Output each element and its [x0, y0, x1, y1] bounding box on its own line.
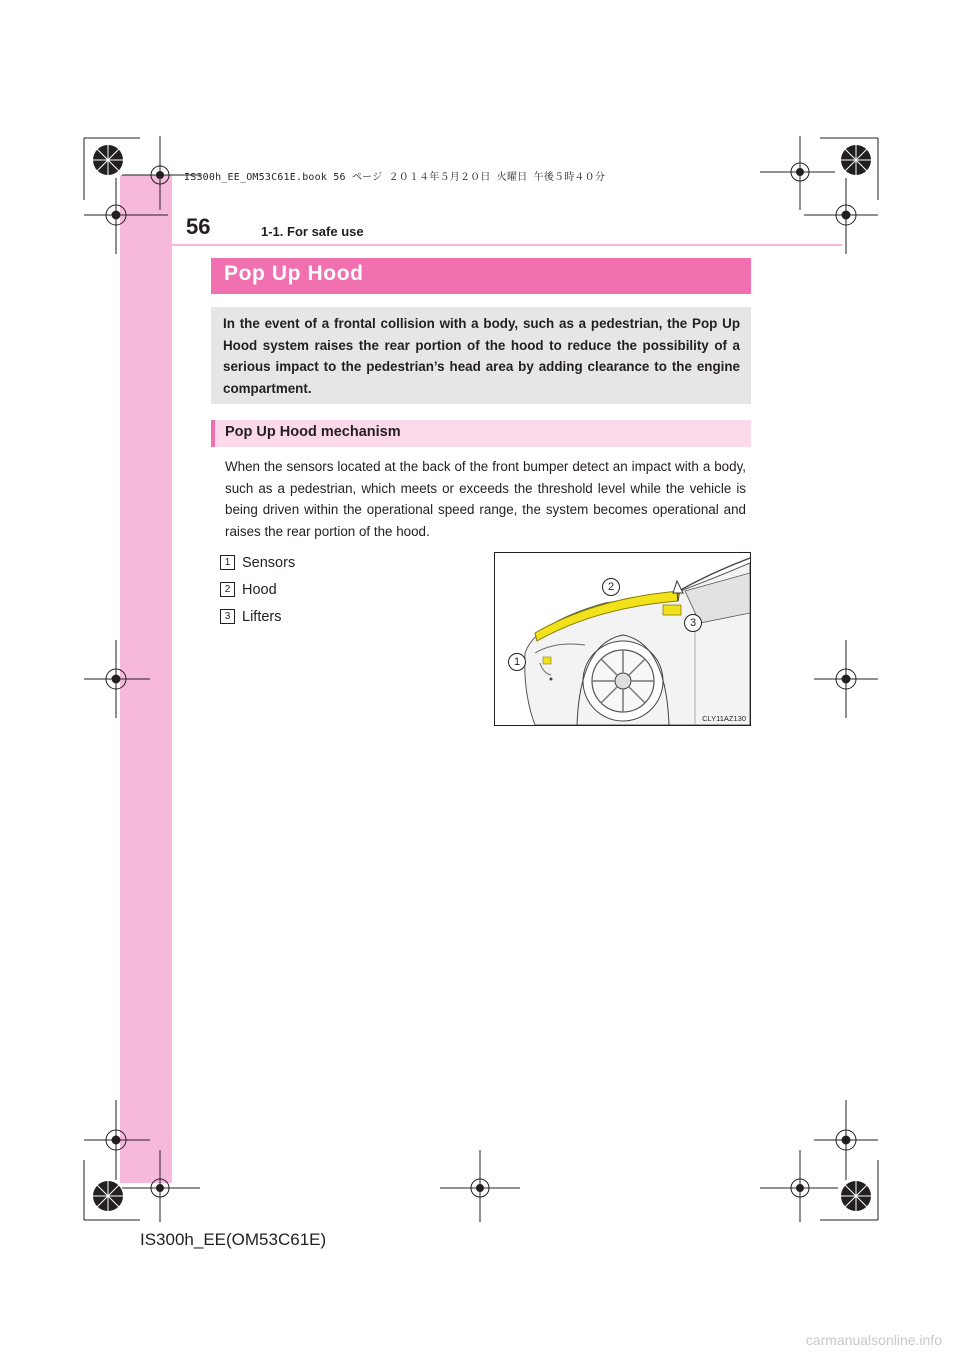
section-label: 1-1. For safe use [261, 224, 364, 239]
watermark: carmanualsonline.info [805, 1332, 942, 1348]
figure-code: CLY11AZ130 [702, 714, 746, 723]
item-number-badge: 1 [220, 555, 235, 570]
footer-model-code: IS300h_EE(OM53C61E) [140, 1230, 327, 1249]
item-label: Lifters [242, 608, 282, 625]
page-number: 56 [186, 214, 211, 239]
page-title: Pop Up Hood [211, 258, 751, 294]
pop-up-hood-illustration [494, 552, 751, 726]
list-item [220, 603, 460, 630]
intro-paragraph: In the event of a frontal collision with a body, such as a pedestrian, the Pop Up Hood system raises the rear portion of the hood to reduce the possibility of a serious impact to the pedestrian’s head area by adding clearance to the engine compartment. [211, 307, 751, 404]
callout-hood: 2 [602, 578, 620, 596]
list-item [220, 549, 460, 576]
item-label: Sensors [242, 554, 296, 571]
list-item [220, 576, 460, 603]
callout-lifter: 3 [684, 614, 702, 632]
item-number-badge: 3 [220, 609, 235, 624]
print-header: IS300h_EE_OM53C61E.book 56 ページ ２０１４年５月２０日 火曜日 午後５時４０分 [184, 172, 606, 183]
item-number-badge: 2 [220, 582, 235, 597]
header-rule [120, 244, 842, 246]
subsection-title: Pop Up Hood mechanism [211, 420, 751, 447]
body-paragraph: When the sensors located at the back of the front bumper detect an impact with a body, such as a pedestrian, which meets or exceeds the threshold level while the vehicle is being driven within the operational speed range, the system becomes operational and raises the rear portion of the hood. [225, 459, 746, 539]
item-label: Hood [242, 581, 277, 598]
parts-list [220, 549, 460, 630]
car-front-drawing [495, 553, 750, 725]
callout-sensor: 1 [508, 653, 526, 671]
